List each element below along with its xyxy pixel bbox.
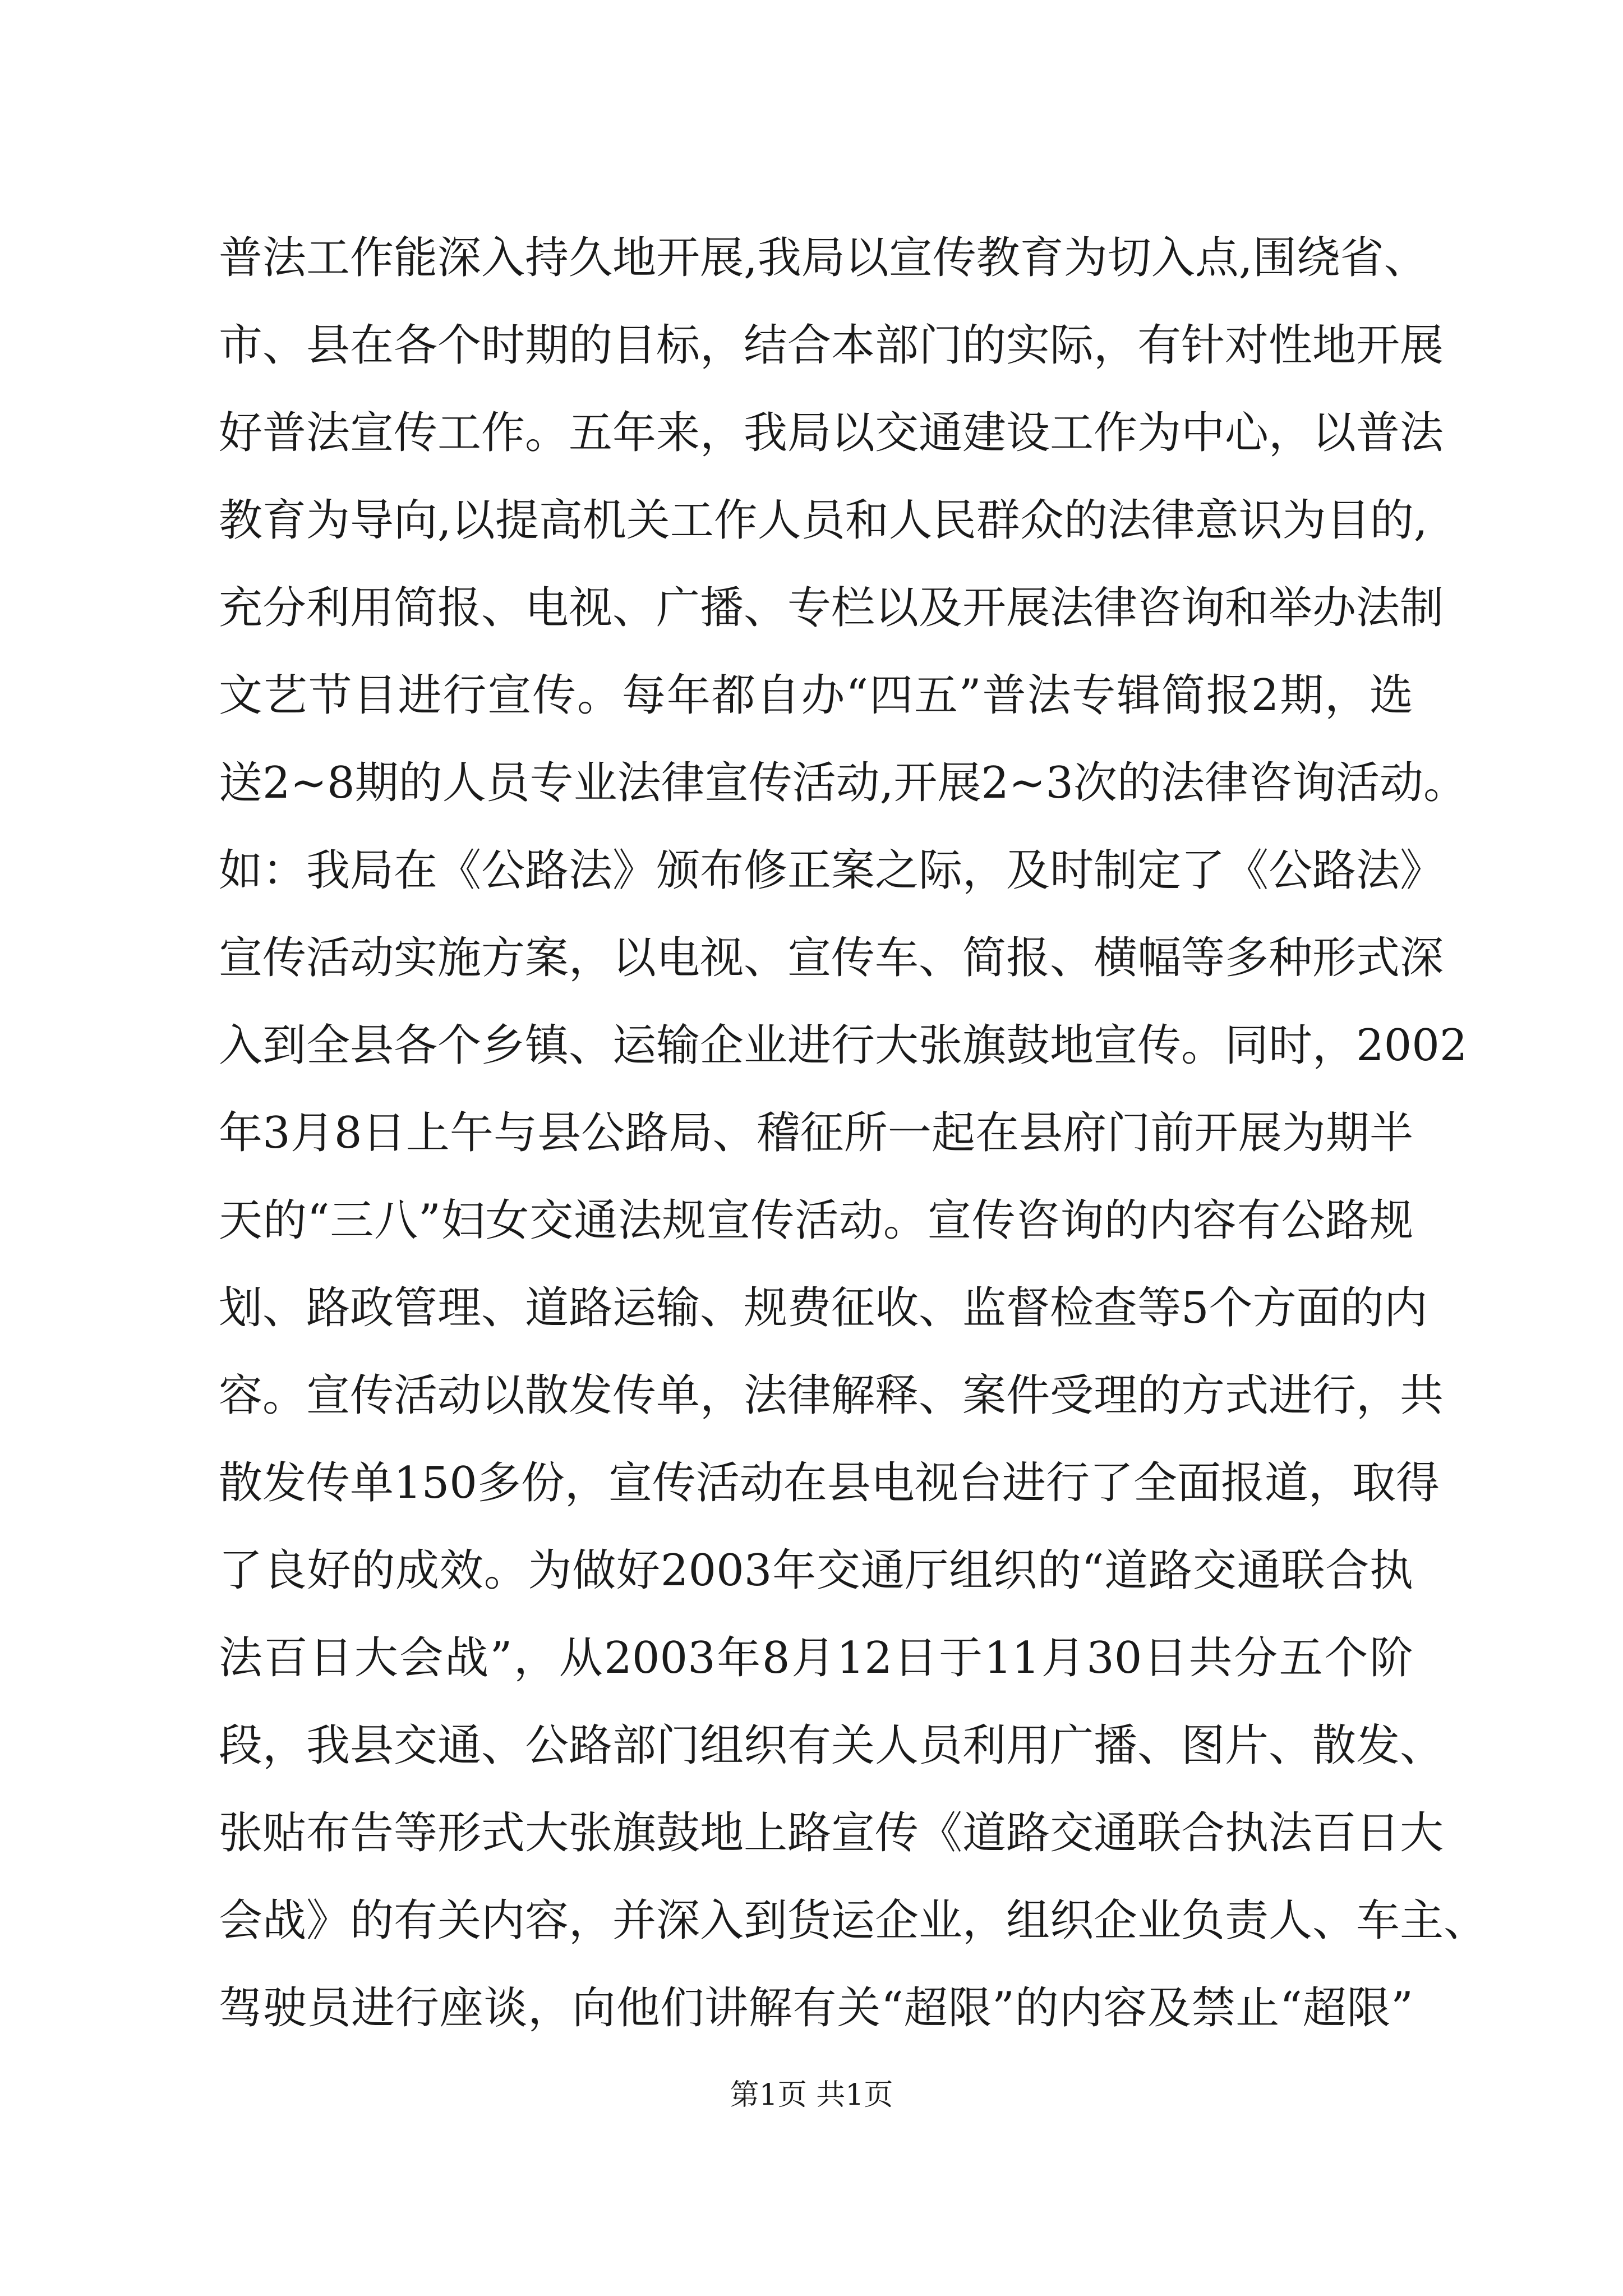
text-line: 天的“三八”妇女交通法规宣传活动。宣传咨询的内容有公路规 bbox=[219, 1195, 1413, 1246]
text-line: 散发传单150多份，宣传活动在县电视台进行了全面报道，取得 bbox=[219, 1458, 1440, 1508]
text-line: 张贴布告等形式大张旗鼓地上路宣传《道路交通联合执法百日大 bbox=[219, 1808, 1444, 1858]
text-line: 了良好的成效。为做好2003年交通厅组织的“道路交通联合执 bbox=[219, 1545, 1413, 1596]
page-footer: 第1页 共1页 bbox=[730, 2078, 893, 2112]
text-line: 划、路政管理、道路运输、规费征收、监督检查等5个方面的内 bbox=[219, 1283, 1428, 1333]
body-text bbox=[219, 214, 1488, 2052]
text-line: 驾驶员进行座谈，向他们讲解有关“超限”的内容及禁止“超限” bbox=[219, 1983, 1413, 2033]
text-line: 入到全县各个乡镇、运输企业进行大张旗鼓地宣传。同时，2002 bbox=[219, 1020, 1468, 1071]
text-line: 普法工作能深入持久地开展,我局以宣传教育为切入点,围绕省、 bbox=[219, 233, 1428, 283]
text-line: 法百日大会战”，从2003年8月12日于11月30日共分五个阶 bbox=[219, 1633, 1413, 1683]
text-line: 送2~8期的人员专业法律宣传活动,开展2~3次的法律咨询活动。 bbox=[219, 758, 1468, 808]
text-line: 好普法宣传工作。五年来，我局以交通建设工作为中心，以普法 bbox=[219, 408, 1444, 458]
text-line: 年3月8日上午与县公路局、稽征所一起在县府门前开展为期半 bbox=[219, 1108, 1413, 1158]
text-line: 容。宣传活动以散发传单，法律解释、案件受理的方式进行，共 bbox=[219, 1370, 1444, 1421]
text-line: 段，我县交通、公路部门组织有关人员利用广播、图片、散发、 bbox=[219, 1720, 1444, 1771]
text-line: 会战》的有关内容，并深入到货运企业，组织企业负责人、车主、 bbox=[219, 1895, 1488, 1946]
text-line: 市、县在各个时期的目标，结合本部门的实际，有针对性地开展 bbox=[219, 320, 1444, 371]
text-line: 充分利用简报、电视、广播、专栏以及开展法律咨询和举办法制 bbox=[219, 583, 1444, 633]
text-line: 宣传活动实施方案，以电视、宣传车、简报、横幅等多种形式深 bbox=[219, 933, 1444, 983]
text-line: 教育为导向,以提高机关工作人员和人民群众的法律意识为目的, bbox=[219, 495, 1428, 546]
text-line: 文艺节目进行宣传。每年都自办“四五”普法专辑简报2期，选 bbox=[219, 670, 1413, 721]
text-line: 如：我局在《公路法》颁布修正案之际，及时制定了《公路法》 bbox=[219, 845, 1444, 896]
